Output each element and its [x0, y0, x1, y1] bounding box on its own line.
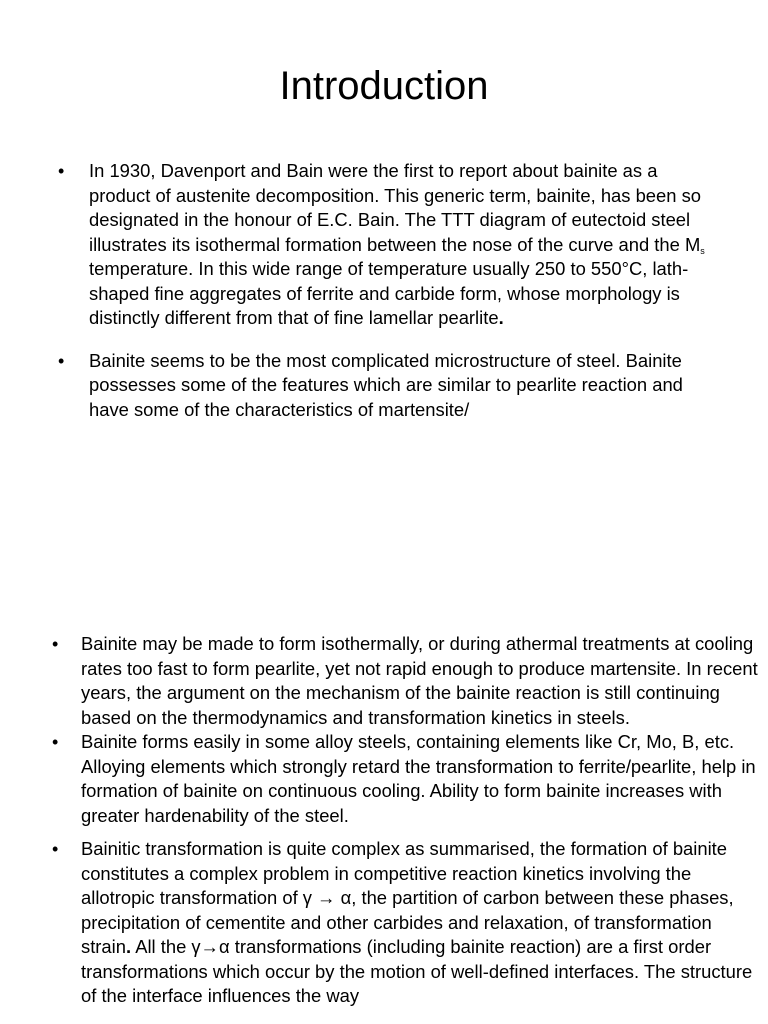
- list-item: [52, 837, 761, 1009]
- bullet-list-details: [52, 632, 761, 1009]
- bullet-icon: •: [52, 634, 59, 654]
- list-item: [52, 730, 761, 828]
- bullet-text: Bainite forms easily in some alloy steels, containing elements like Cr, Mo, B, etc. Alloying elements which strongly retard the transformation to ferrite/pearlite, help in formation of bainite on continuous cooling. Ability to form bainite increases with greater hardenability of the steel.: [81, 731, 756, 826]
- bullet-icon: •: [58, 350, 65, 371]
- bullet-icon: •: [58, 161, 65, 181]
- bullet-text: Bainite seems to be the most complicated microstructure of steel. Bainite possesses some of the features which are similar to pearlite reaction and have some of the characteristics of martensite/: [89, 349, 683, 420]
- list-item: [52, 632, 761, 730]
- bullet-text: In 1930, Davenport and Bain were the first to report about bainite as a product of austenite decomposition. This generic term, bainite, has been so designated in the honour of E.C. Bain. The TTT diagram of eutectoid steel illustrates its isothermal formation between the nose of the curve and the $M_s$ temperature. In this wide range of temperature usually 250 to 550°C, lath-shaped fine aggregates of ferrite and carbide form, whose morphology is distinctly different from that of fine lamellar pearlite.: [89, 160, 705, 328]
- list-item: [58, 159, 717, 331]
- bullet-icon: •: [52, 839, 59, 859]
- bullet-text: Bainite may be made to form isothermally, or during athermal treatments at cooling rates too fast to form pearlite, yet not rapid enough to produce martensite. In recent years, the argument on the mechanism of the bainite reaction is still continuing based on the thermodynamics and transformation kinetics in steels.: [81, 633, 758, 728]
- bullet-icon: •: [52, 732, 59, 752]
- bullet-list-intro: [58, 159, 717, 422]
- list-item: [58, 349, 717, 423]
- page-title: Introduction: [279, 64, 489, 108]
- subscript-s: s: [700, 245, 705, 256]
- bullet-text: Bainitic transformation is quite complex as summarised, the formation of bainite constitutes a complex problem in competitive reaction kinetics involving the allotropic transformation of γ → α, the partition of carbon between these phases, precipitation of cementite and other carbides and relaxation, of transformation strain. All the γ→α transformations (including bainite reaction) are a first order transformations which occur by the motion of well-defined interfaces. The structure of the interface influences the way: [81, 838, 753, 1006]
